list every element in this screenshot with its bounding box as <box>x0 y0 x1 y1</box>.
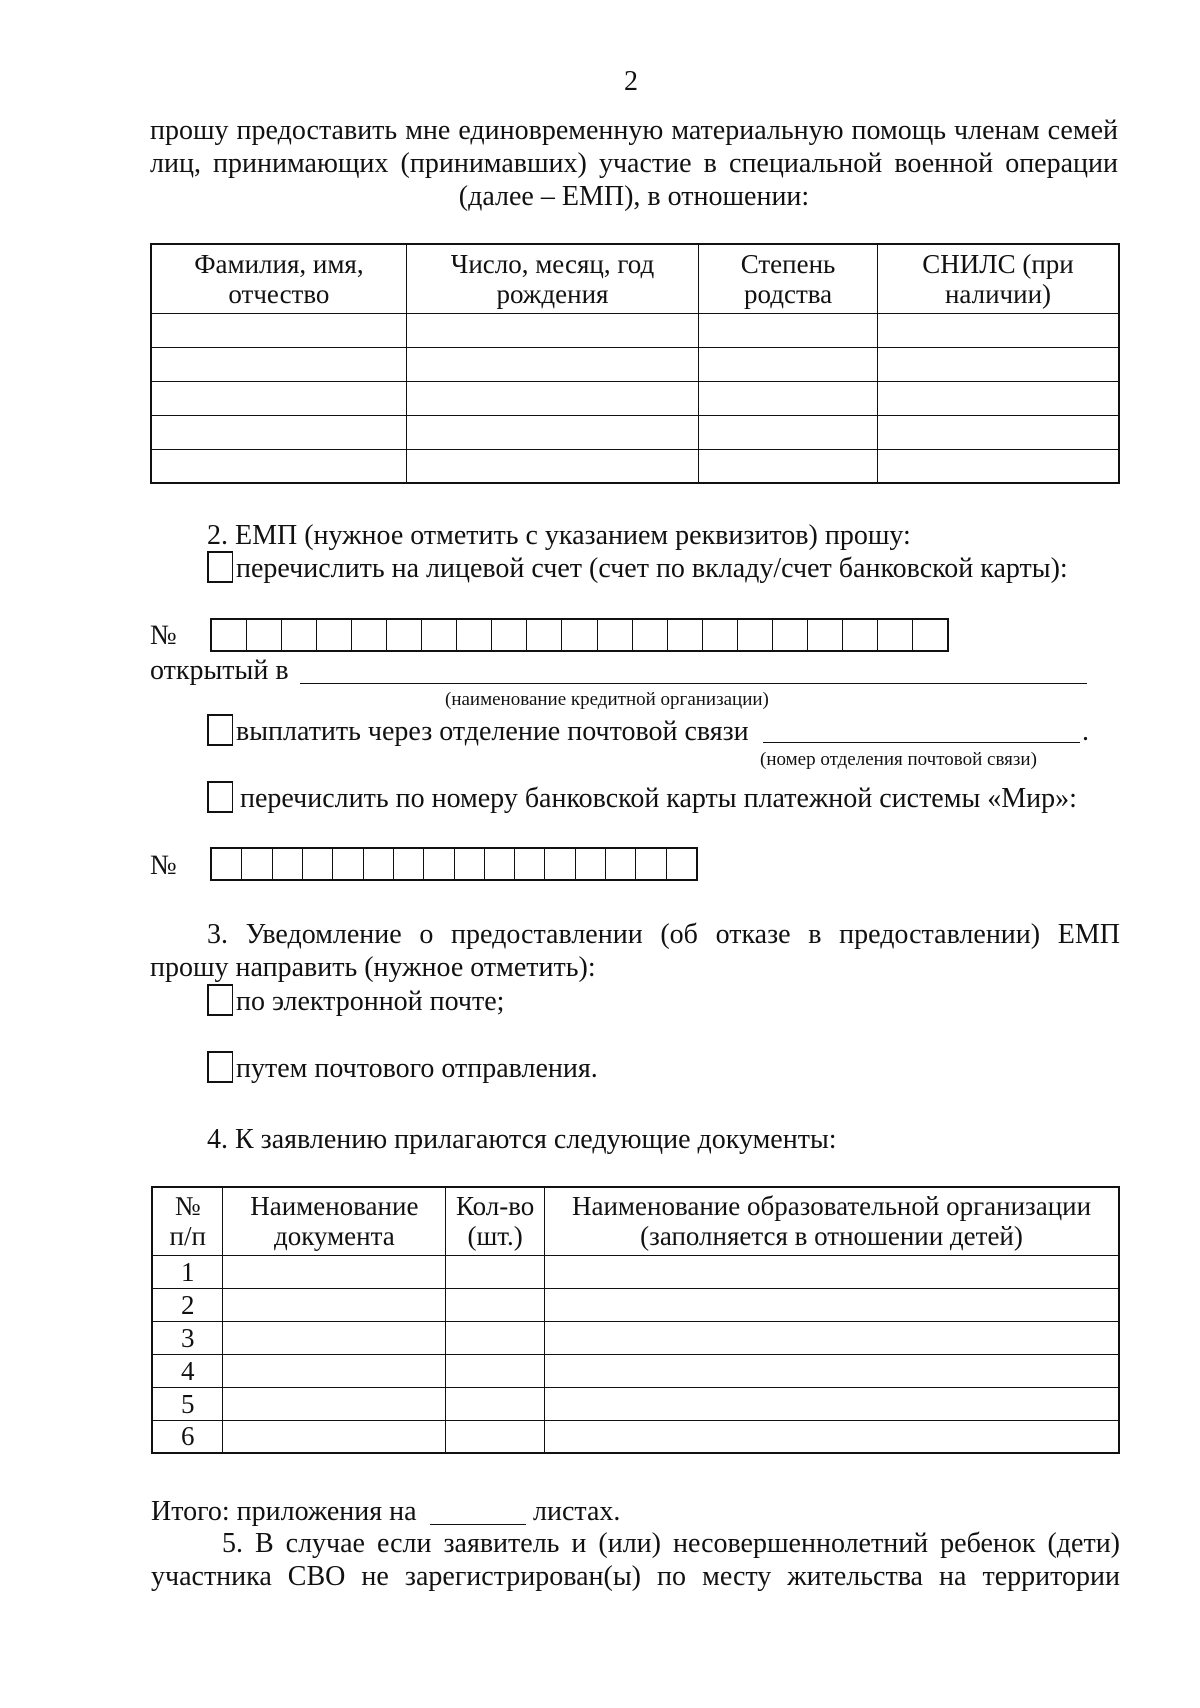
digit-box[interactable] <box>668 620 703 650</box>
section5-line-1: 5. В случае если заявитель и (или) несовершеннолетний ребенок (дети) <box>222 1528 1120 1559</box>
cell[interactable] <box>223 1420 446 1453</box>
row-number: 3 <box>152 1321 223 1354</box>
header-number: № п/п <box>152 1187 223 1255</box>
table-row <box>151 449 1119 483</box>
opened-in-label: открытый в <box>150 655 289 686</box>
cell[interactable] <box>406 313 698 347</box>
digit-box[interactable] <box>364 849 394 879</box>
header-relation: Степень родства <box>699 244 878 313</box>
cell[interactable] <box>446 1255 545 1288</box>
row-number: 6 <box>152 1420 223 1453</box>
header-snils: СНИЛС (при наличии) <box>877 244 1119 313</box>
digit-box[interactable] <box>913 620 947 650</box>
header-doc-name: Наименование документа <box>223 1187 446 1255</box>
account-number-label: № <box>150 620 177 651</box>
digit-box[interactable] <box>422 620 457 650</box>
digit-box[interactable] <box>212 849 242 879</box>
mir-checkbox[interactable] <box>207 781 233 813</box>
digit-box[interactable] <box>667 849 696 879</box>
documents-table <box>151 1186 1120 1454</box>
section4-heading: 4. К заявлению прилагаются следующие документы: <box>207 1124 837 1155</box>
digit-box[interactable] <box>394 849 424 879</box>
bank-caption: (наименование кредитной организации) <box>445 689 769 710</box>
digit-box[interactable] <box>598 620 633 650</box>
cell[interactable] <box>151 313 406 347</box>
cell[interactable] <box>545 1354 1119 1387</box>
bank-name-field[interactable] <box>300 652 1087 684</box>
cell[interactable] <box>699 381 878 415</box>
digit-box[interactable] <box>352 620 387 650</box>
cell[interactable] <box>699 313 878 347</box>
cell[interactable] <box>699 415 878 449</box>
intro-line-1: прошу предоставить мне единовременную материальную помощь членам семей <box>150 115 1118 146</box>
post-caption: (номер отделения почтовой связи) <box>760 749 1037 770</box>
cell[interactable] <box>223 1288 446 1321</box>
section2-heading: 2. ЕМП (нужное отметить с указанием реквизитов) прошу: <box>207 520 911 551</box>
cell[interactable] <box>545 1321 1119 1354</box>
family-table <box>150 243 1120 484</box>
email-option-label: по электронной почте; <box>236 986 505 1017</box>
post-office-field[interactable] <box>763 716 1080 743</box>
digit-box[interactable] <box>457 620 492 650</box>
digit-box[interactable] <box>562 620 597 650</box>
post-option-label: выплатить через отделение почтовой связи <box>236 716 749 747</box>
header-full-name: Фамилия, имя, отчество <box>151 244 406 313</box>
digit-box[interactable] <box>545 849 575 879</box>
card-number-label: № <box>150 850 177 881</box>
mail-option-label: путем почтового отправления. <box>236 1053 598 1084</box>
digit-box[interactable] <box>703 620 738 650</box>
table-row <box>152 1387 1119 1420</box>
section3-line-1: 3. Уведомление о предоставлении (об отказе в предоставлении) ЕМП <box>207 919 1120 950</box>
table-row <box>152 1288 1119 1321</box>
digit-box[interactable] <box>247 620 282 650</box>
cell[interactable] <box>446 1321 545 1354</box>
row-number: 4 <box>152 1354 223 1387</box>
row-number: 5 <box>152 1387 223 1420</box>
total-sheets-field[interactable] <box>430 1498 526 1525</box>
digit-box[interactable] <box>455 849 485 879</box>
mail-checkbox[interactable] <box>207 1051 233 1083</box>
digit-box[interactable] <box>527 620 562 650</box>
cell[interactable] <box>406 449 698 483</box>
cell[interactable] <box>223 1354 446 1387</box>
cell[interactable] <box>223 1321 446 1354</box>
page-number: 2 <box>624 66 638 97</box>
section3-line-2: прошу направить (нужное отметить): <box>150 952 596 983</box>
cell[interactable] <box>446 1387 545 1420</box>
cell[interactable] <box>877 415 1119 449</box>
digit-box[interactable] <box>515 849 545 879</box>
digit-box[interactable] <box>636 849 666 879</box>
digit-box[interactable] <box>492 620 527 650</box>
card-number-boxes[interactable] <box>210 847 698 881</box>
cell[interactable] <box>877 347 1119 381</box>
cell[interactable] <box>446 1420 545 1453</box>
header-birth-date: Число, месяц, год рождения <box>406 244 698 313</box>
table-row <box>151 313 1119 347</box>
digit-box[interactable] <box>282 620 317 650</box>
cell[interactable] <box>406 347 698 381</box>
intro-line-2: лиц, принимающих (принимавших) участие в специальной военной операции <box>150 148 1118 179</box>
cell[interactable] <box>545 1420 1119 1453</box>
digit-box[interactable] <box>576 849 606 879</box>
digit-box[interactable] <box>303 849 333 879</box>
table-row <box>152 1420 1119 1453</box>
account-number-boxes[interactable] <box>210 618 949 652</box>
table-row <box>151 381 1119 415</box>
account-checkbox[interactable] <box>207 551 233 583</box>
cell[interactable] <box>699 449 878 483</box>
mir-option-label: перечислить по номеру банковской карты платежной системы «Мир»: <box>240 783 1077 814</box>
account-option-label: перечислить на лицевой счет (счет по вкладу/счет банковской карты): <box>236 553 1068 584</box>
digit-box[interactable] <box>333 849 363 879</box>
cell[interactable] <box>877 313 1119 347</box>
row-number: 1 <box>152 1255 223 1288</box>
cell[interactable] <box>446 1354 545 1387</box>
digit-box[interactable] <box>242 849 272 879</box>
cell[interactable] <box>223 1387 446 1420</box>
table-row <box>151 415 1119 449</box>
digit-box[interactable] <box>878 620 913 650</box>
total-suffix: листах. <box>533 1496 621 1527</box>
cell[interactable] <box>406 415 698 449</box>
cell[interactable] <box>877 449 1119 483</box>
cell[interactable] <box>151 381 406 415</box>
digit-box[interactable] <box>485 849 515 879</box>
total-prefix: Итого: приложения на <box>151 1496 417 1527</box>
cell[interactable] <box>446 1288 545 1321</box>
digit-box[interactable] <box>843 620 878 650</box>
digit-box[interactable] <box>808 620 843 650</box>
digit-box[interactable] <box>317 620 352 650</box>
digit-box[interactable] <box>606 849 636 879</box>
intro-line-3: (далее – ЕМП), в отношении: <box>458 181 810 212</box>
cell[interactable] <box>223 1255 446 1288</box>
cell[interactable] <box>406 381 698 415</box>
table-row <box>152 1354 1119 1387</box>
digit-box[interactable] <box>633 620 668 650</box>
header-quantity: Кол-во (шт.) <box>446 1187 545 1255</box>
cell[interactable] <box>699 347 878 381</box>
digit-box[interactable] <box>387 620 422 650</box>
table-row <box>152 1321 1119 1354</box>
cell[interactable] <box>877 381 1119 415</box>
table-row <box>152 1255 1119 1288</box>
digit-box[interactable] <box>424 849 454 879</box>
digit-box[interactable] <box>773 620 808 650</box>
post-end: . <box>1082 716 1089 747</box>
cell[interactable] <box>545 1288 1119 1321</box>
cell[interactable] <box>151 415 406 449</box>
table-row <box>151 347 1119 381</box>
section5-line-2: участника СВО не зарегистрирован(ы) по месту жительства на территории <box>151 1561 1120 1592</box>
digit-box[interactable] <box>212 620 247 650</box>
email-checkbox[interactable] <box>207 984 233 1016</box>
post-checkbox[interactable] <box>207 714 233 746</box>
row-number: 2 <box>152 1288 223 1321</box>
digit-box[interactable] <box>738 620 773 650</box>
cell[interactable] <box>151 347 406 381</box>
digit-box[interactable] <box>273 849 303 879</box>
cell[interactable] <box>151 449 406 483</box>
cell[interactable] <box>545 1255 1119 1288</box>
cell[interactable] <box>545 1387 1119 1420</box>
header-edu-org: Наименование образовательной организации (заполняется в отношении детей) <box>545 1187 1119 1255</box>
